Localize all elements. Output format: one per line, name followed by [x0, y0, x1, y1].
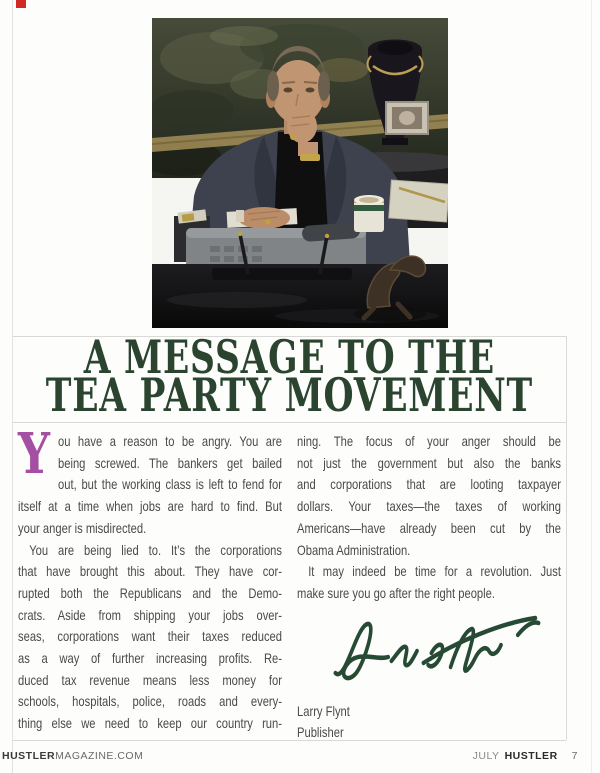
footer-site-bold: HUSTLER	[2, 750, 56, 762]
footer-month: JULY	[472, 750, 500, 762]
body-line: It may indeed be time for a revolution. Just	[308, 563, 561, 580]
page-edge-right	[591, 0, 592, 773]
body-line: make sure you go after the right people.	[297, 584, 495, 601]
body-line: and corporations that are looting taxpayer	[297, 476, 561, 493]
body-line: ou have a reason to be angry. You are	[58, 433, 282, 449]
dropcap-letter: Y	[18, 421, 50, 487]
footer-issue	[473, 750, 578, 762]
larry-flynt-photo-illustration	[152, 18, 448, 328]
footer-brand: HUSTLER	[504, 750, 558, 762]
corner-red-mark	[16, 0, 26, 8]
body-line: Americans—have already been cut by the	[297, 519, 561, 536]
body-line: not just the government but also the banks	[297, 454, 561, 471]
footer-page-number: 7	[571, 750, 578, 762]
body-line: crats. Aside from shipping your jobs over-	[18, 606, 282, 623]
footer-site-rest: MAGAZINE.COM	[55, 750, 144, 762]
byline-title: Publisher	[297, 724, 344, 741]
larry-flynt-photo	[152, 18, 448, 328]
body-line: out, but the working class is left to fend for	[58, 476, 282, 493]
body-line: being screwed. The bankers get bailed	[58, 454, 282, 471]
headline-line-2: TEA PARTY MOVEMENT	[45, 368, 533, 422]
body-line: dollars. Your taxes—the taxes of working	[297, 498, 561, 515]
headline	[13, 330, 566, 422]
body-line: schools, hospitals, police, roads and every-	[18, 693, 282, 710]
body-line: thing else we need to keep our country run-	[18, 715, 282, 732]
body-line: Obama Administration.	[297, 541, 411, 558]
body-line: as a way of further increasing profits. Re-	[18, 650, 282, 667]
signature-larry-flynt	[329, 613, 541, 695]
body-line: duced tax revenue means less money for	[18, 671, 282, 688]
article-bottom-rule	[13, 740, 566, 741]
byline-name: Larry Flynt	[297, 702, 350, 719]
body-line: your anger is misdirected.	[18, 519, 147, 536]
body-line: You are being lied to. It’s the corporations	[29, 541, 283, 558]
footer-site	[2, 750, 143, 762]
headline-line-1: A MESSAGE TO THE	[83, 330, 495, 384]
body-line: ning. The focus of your anger should be	[297, 433, 561, 449]
article-right-border	[566, 336, 567, 740]
article-column-left	[18, 423, 282, 735]
body-line: rupted both the Republicans and the Demo-	[18, 584, 282, 601]
article-column-right	[297, 423, 561, 744]
body-line: that have brought this about. They have cor-	[18, 563, 282, 580]
body-line: itself at a time when jobs are hard to find. But	[18, 498, 282, 515]
body-line: seas, corporations want their taxes reduced	[18, 628, 282, 645]
